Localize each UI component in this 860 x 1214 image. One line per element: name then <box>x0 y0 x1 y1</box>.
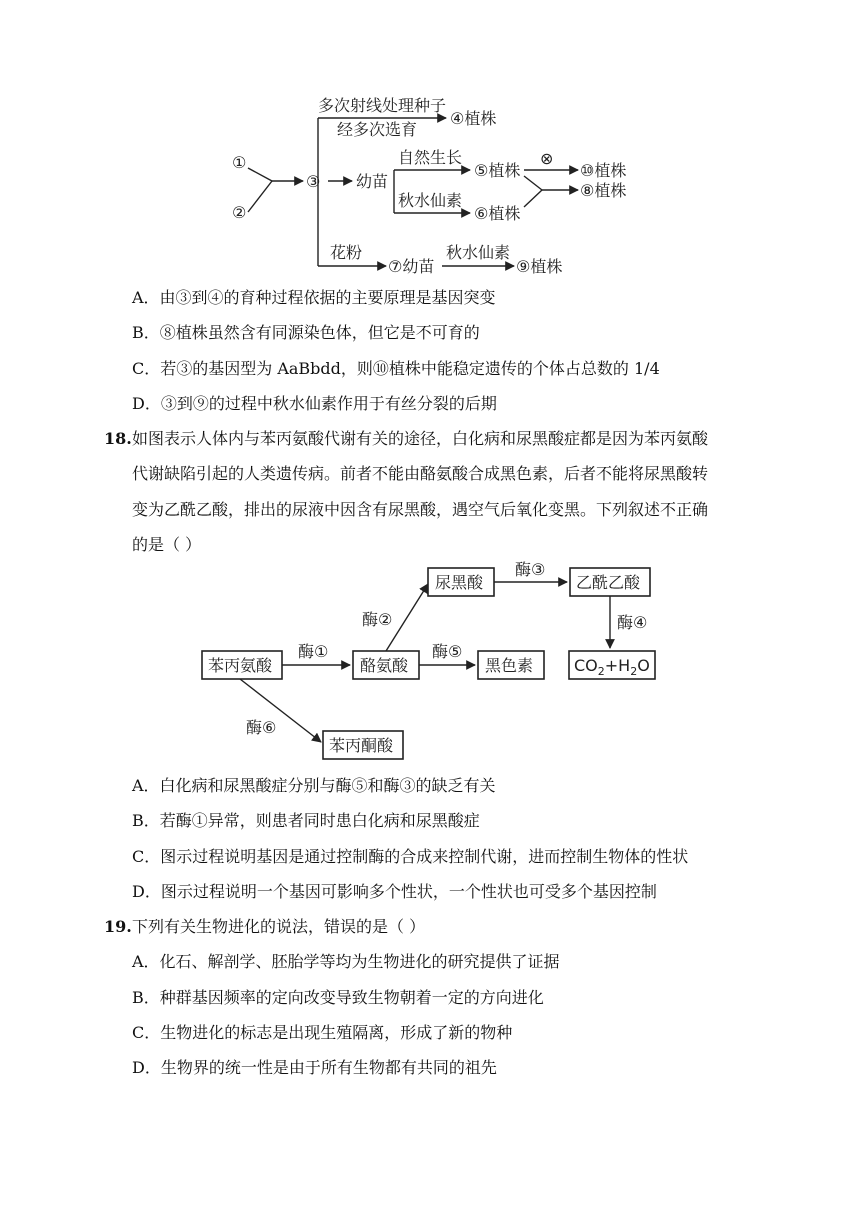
q19-option-a: A．化石、解剖学、胚胎学等均为生物进化的研究提供了证据 <box>132 952 560 971</box>
q17-option-b: B．⑧植株虽然含有同源染色体，但它是不可育的 <box>132 323 480 342</box>
label-phe: 苯丙氨酸 <box>208 656 273 675</box>
label-plant6: ⑥植株 <box>474 204 521 223</box>
label-n2: ② <box>232 203 247 222</box>
label-colchicine1: 秋水仙素 <box>398 191 463 210</box>
label-plant10: ⑩植株 <box>580 161 627 180</box>
label-plant5: ⑤植株 <box>474 161 521 180</box>
label-tyr: 酪氨酸 <box>360 656 409 675</box>
label-e2: 酶② <box>362 610 393 629</box>
label-seedling7: ⑦幼苗 <box>388 257 435 276</box>
q19-stem: 下列有关生物进化的说法，错误的是（ ） <box>132 917 426 936</box>
q19-option-b: B．种群基因频率的定向改变导致生物朝着一定的方向进化 <box>132 988 544 1007</box>
label-mel: 黑色素 <box>485 656 534 675</box>
label-pollen: 花粉 <box>330 243 363 262</box>
label-e3: 酶③ <box>515 560 546 579</box>
label-aca: 乙酰乙酸 <box>576 573 641 592</box>
label-colchicine2: 秋水仙素 <box>446 243 511 262</box>
label-e4: 酶④ <box>617 613 648 632</box>
label-plant4: ④植株 <box>450 109 497 128</box>
q19-option-d: D．生物界的统一性是由于所有生物都有共同的祖先 <box>132 1058 497 1077</box>
label-n3: ③ <box>306 172 321 191</box>
label-natural: 自然生长 <box>398 148 463 167</box>
q19-number: 19. <box>104 917 132 936</box>
label-ray-top: 多次射线处理种子 <box>318 96 447 115</box>
q17-option-c: C．若③的基因型为 AaBbdd，则⑩植株中能稳定遗传的个体占总数的 1/4 <box>132 359 660 378</box>
label-ray-bottom: 经多次选育 <box>337 120 418 139</box>
q18-stem-line-1: 如图表示人体内与苯丙氨酸代谢有关的途径，白化病和尿黑酸症都是因为苯丙氨酸 <box>132 429 709 448</box>
q18-option-c: C．图示过程说明基因是通过控制酶的合成来控制代谢，进而控制生物体的性状 <box>132 847 689 866</box>
label-e1: 酶① <box>298 642 329 661</box>
label-plant8: ⑧植株 <box>580 181 627 200</box>
q18-stem-line-4: 的是（ ） <box>132 535 202 554</box>
q17-option-a: A．由③到④的育种过程依据的主要原理是基因突变 <box>132 288 496 307</box>
label-e6: 酶⑥ <box>246 718 277 737</box>
q17-option-d: D．③到⑨的过程中秋水仙素作用于有丝分裂的后期 <box>132 394 497 413</box>
q18-number: 18. <box>104 429 132 448</box>
q18-option-b: B．若酶①异常，则患者同时患白化病和尿黑酸症 <box>132 811 480 830</box>
label-seedling: 幼苗 <box>356 172 389 191</box>
label-co2-h2o: $CO_2+H_2O$ <box>574 656 650 678</box>
label-hga: 尿黑酸 <box>435 573 484 592</box>
q18-option-d: D．图示过程说明一个基因可影响多个性状，一个性状也可受多个基因控制 <box>132 882 657 901</box>
q19-option-c: C．生物进化的标志是出现生殖隔离，形成了新的物种 <box>132 1023 513 1042</box>
label-ppa: 苯丙酮酸 <box>329 736 394 755</box>
label-n1: ① <box>232 153 247 172</box>
label-e5: 酶⑤ <box>432 642 463 661</box>
q18-stem-line-3: 变为乙酰乙酸，排出的尿液中因含有尿黑酸，遇空气后氧化变黑。下列叙述不正确 <box>132 500 709 519</box>
q18-option-a: A．白化病和尿黑酸症分别与酶⑤和酶③的缺乏有关 <box>132 776 496 795</box>
label-plant9: ⑨植株 <box>516 257 563 276</box>
q18-stem-line-2: 代谢缺陷引起的人类遗传病。前者不能由酪氨酸合成黑色素，后者不能将尿黑酸转 <box>132 464 709 483</box>
label-self-symbol: ⊗ <box>540 149 554 168</box>
